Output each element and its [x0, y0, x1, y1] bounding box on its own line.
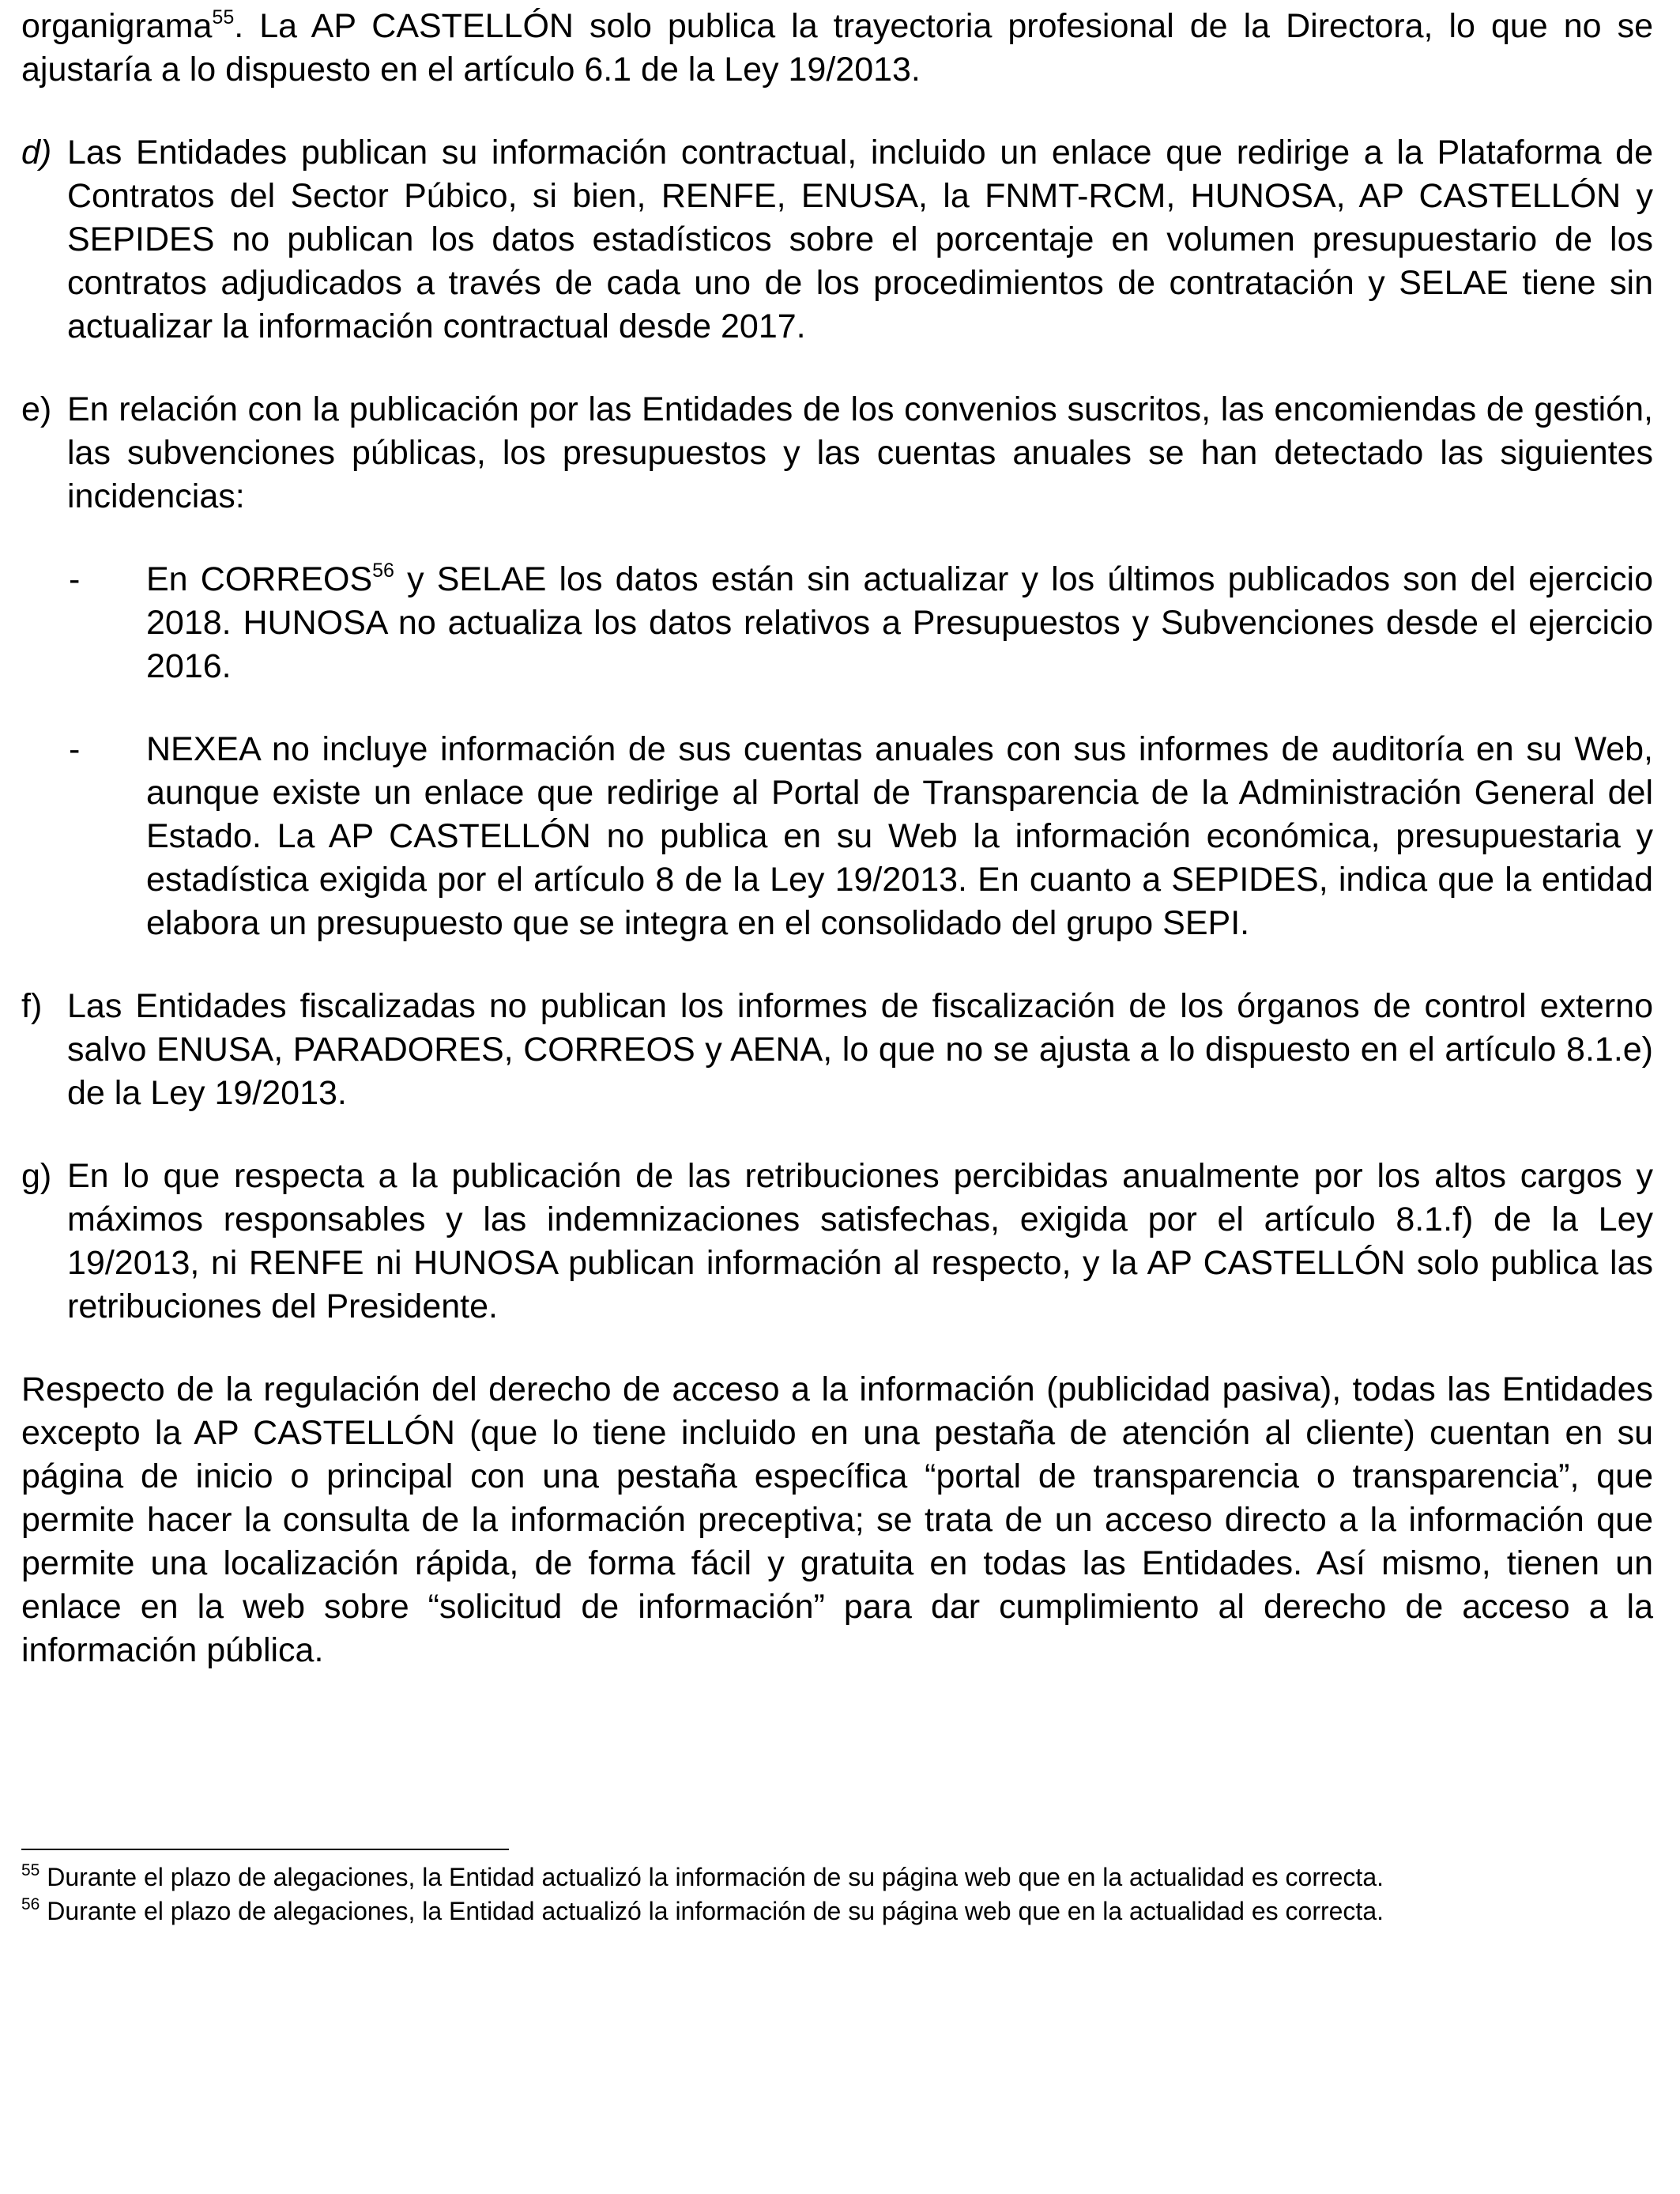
- sub-item-correos-end: y SELAE los datos están sin actualizar y los últimos publicados son del ejercicio 2018. HUNOSA no actualiza los datos relativos a Presupuestos y Subvenciones desde el ejercicio 2016.: [146, 560, 1654, 685]
- intro-text-end: . La AP CASTELLÓN solo publica la trayectoria profesional de la Directora, lo que no se ajustaría a lo dispuesto en el artículo 6.1 de la Ley 19/2013.: [21, 7, 1653, 89]
- intro-paragraph: [21, 5, 1653, 92]
- closing-paragraph: Respecto de la regulación del derecho de acceso a la información (publicidad pasiva), todas las Entidades excepto la AP CASTELLÓN (que lo tiene incluido en una pestaña de atención al cliente) cuentan en su página de inicio o principal con una pestaña específica “portal de transparencia o transparencia”, que permite hacer la consulta de la información preceptiva; se trata de un acceso directo a la información que permite una localización rápida, de forma fácil y gratuita en todas las Entidades. Así mismo, tienen un enlace en la web sobre “solicitud de información” para dar cumplimiento al derecho de acceso a la información pública.: [21, 1370, 1653, 1669]
- footnote-56-text: Durante el plazo de alegaciones, la Entidad actualizó la información de su página web que en la actualidad es correcta.: [40, 1897, 1384, 1925]
- footnote-55: [21, 1860, 1653, 1894]
- footnote-number-55: 55: [21, 1861, 40, 1880]
- footnote-number-56: 56: [21, 1895, 40, 1914]
- document-page: [21, 5, 1653, 1672]
- list-item-g-text: En lo que respecta a la publicación de las retribuciones percibidas anualmente por los altos cargos y máximos responsables y las indemnizaciones satisfechas, exigida por el artículo 8.1.f) de la Ley 19/2013, ni RENFE ni HUNOSA publican información al respecto, y la AP CASTELLÓN solo publica las retribuciones del Presidente.: [67, 1157, 1653, 1325]
- list-item-f-text: Las Entidades fiscalizadas no publican los informes de fiscalización de los órganos de control externo salvo ENUSA, PARADORES, CORREOS y AENA, lo que no se ajusta a lo dispuesto en el artículo 8.1.e) de la Ley 19/2013.: [67, 987, 1653, 1112]
- sub-item-correos: [69, 558, 1654, 688]
- list-marker-g: g): [21, 1157, 52, 1195]
- intro-text-start: organigrama: [21, 7, 213, 45]
- sub-item-correos-text: [146, 558, 1653, 688]
- footnotes: [21, 1860, 1653, 1928]
- footnote-55-text: Durante el plazo de alegaciones, la Entidad actualizó la información de su página web que en la actualidad es correcta.: [40, 1863, 1384, 1891]
- list-item-d: [21, 131, 1653, 349]
- sub-item-correos-start: En CORREOS: [146, 560, 373, 598]
- list-item-f: [21, 985, 1653, 1115]
- list-item-d-text: Las Entidades publican su información contractual, incluido un enlace que redirige a la Plataforma de Contratos del Sector Púbico, si bien, RENFE, ENUSA, la FNMT-RCM, HUNOSA, AP CASTELLÓN y SEPIDES no publican los datos estadísticos sobre el porcentaje en volumen presupuestario de los contratos adjudicados a través de cada uno de los procedimientos de contratación y SELAE tiene sin actualizar la información contractual desde 2017.: [67, 134, 1653, 345]
- sub-item-nexea-text: NEXEA no incluye información de sus cuentas anuales con sus informes de auditoría en su Web, aunque existe un enlace que redirige al Portal de Transparencia de la Administración General del Estado. La AP CASTELLÓN no publica en su Web la información económica, presupuestaria y estadística exigida por el artículo 8 de la Ley 19/2013. En cuanto a SEPIDES, indica que la entidad elabora un presupuesto que se integra en el consolidado del grupo SEPI.: [146, 730, 1653, 942]
- footnote-ref-56[interactable]: 56: [372, 559, 394, 582]
- footnote-56: [21, 1894, 1653, 1928]
- footnote-separator: [21, 1849, 509, 1850]
- list-item-e-text: En relación con la publicación por las Entidades de los convenios suscritos, las encomiendas de gestión, las subvenciones públicas, los presupuestos y las cuentas anuales se han detectado las siguientes incidencias:: [67, 390, 1653, 515]
- list-item-g: [21, 1155, 1653, 1329]
- list-marker-f: f): [21, 987, 43, 1025]
- list-item-e: [21, 388, 1653, 945]
- dash-bullet: -: [69, 560, 81, 598]
- list-marker-e: e): [21, 390, 52, 428]
- sub-item-nexea: [69, 728, 1653, 945]
- list-marker-d: d): [21, 134, 52, 172]
- footnote-ref-55[interactable]: 55: [212, 6, 235, 28]
- dash-bullet: -: [69, 730, 81, 768]
